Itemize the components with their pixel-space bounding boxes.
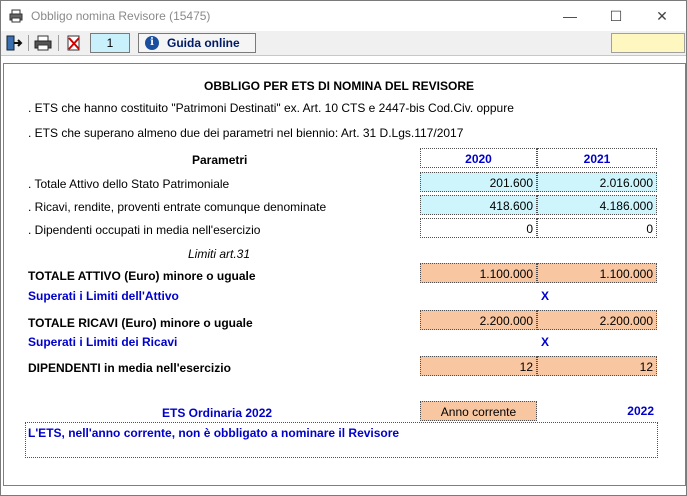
toolbar-separator [58,35,59,51]
totale-attivo-2020-input[interactable]: 201.600 [420,172,537,192]
window-title: Obbligo nomina Revisore (15475) [31,9,211,23]
limit-dipendenti-label: DIPENDENTI in media nell'esercizio [28,361,231,375]
ricavi-2020-input[interactable]: 418.600 [420,195,537,215]
exceeded-attivo-label: Superati i Limiti dell'Attivo [28,289,179,303]
limit-ricavi-label: TOTALE RICAVI (Euro) minore o uguale [28,316,253,330]
year-2021-header: 2021 [537,148,657,168]
dipendenti-2020-input[interactable]: 0 [420,218,537,238]
note-patrimoni-destinati: . ETS che hanno costituito "Patrimoni Destinati" ex. Art. 10 CTS e 2447-bis Cod.Civ. oppure [28,101,514,115]
anno-corrente-label: Anno corrente [420,401,537,421]
year-2020-header: 2020 [420,148,537,168]
result-message: L'ETS, nell'anno corrente, non è obbligato a nominare il Revisore [28,426,400,440]
status-field [611,33,685,53]
row-dipendenti-label: . Dipendenti occupati in media nell'esercizio [28,223,261,237]
title-bar [1,1,686,31]
limit-attivo-2020: 1.100.000 [420,263,537,283]
limit-dipendenti-2021: 12 [537,356,657,376]
row-ricavi-label: . Ricavi, rendite, proventi entrate comunque denominate [28,200,327,214]
exit-icon[interactable] [5,34,23,52]
form-panel [3,63,686,486]
exceeded-ricavi-mark: X [541,335,550,349]
result-box [25,422,658,458]
limit-ricavi-2020: 2.200.000 [420,310,537,330]
delete-document-icon[interactable] [65,34,83,52]
exceeded-attivo-mark: X [541,289,550,303]
printer-app-icon [9,9,23,23]
limit-attivo-label: TOTALE ATTIVO (Euro) minore o uguale [28,269,256,283]
anno-corrente-value: 2022 [627,404,654,418]
limit-ricavi-2021: 2.200.000 [537,310,657,330]
toolbar-separator [28,35,29,51]
totale-attivo-2021-input[interactable]: 2.016.000 [537,172,657,192]
close-button[interactable]: ✕ [656,8,668,24]
note-parametri-biennio: . ETS che superano almeno due dei parametri nel biennio: Art. 31 D.Lgs.117/2017 [28,126,464,140]
params-header: Parametri [192,153,248,167]
dipendenti-2021-input[interactable]: 0 [537,218,657,238]
online-guide-label: Guida online [167,36,240,50]
limits-caption: Limiti art.31 [188,247,251,261]
maximize-button[interactable]: ☐ [609,8,623,24]
exceeded-ricavi-label: Superati i Limiti dei Ricavi [28,335,178,349]
minimize-button[interactable]: — [563,8,577,24]
limit-dipendenti-2020: 12 [420,356,537,376]
online-guide-button[interactable] [138,33,256,53]
ets-ordinaria-label: ETS Ordinaria 2022 [162,406,273,420]
form-heading: OBBLIGO PER ETS DI NOMINA DEL REVISORE [203,79,475,93]
print-icon[interactable] [34,34,52,52]
record-counter[interactable]: 1 [90,33,130,53]
info-icon: i [145,36,159,50]
row-totale-attivo-label: . Totale Attivo dello Stato Patrimoniale [28,177,230,191]
limit-attivo-2021: 1.100.000 [537,263,657,283]
ricavi-2021-input[interactable]: 4.186.000 [537,195,657,215]
toolbar [1,31,686,56]
